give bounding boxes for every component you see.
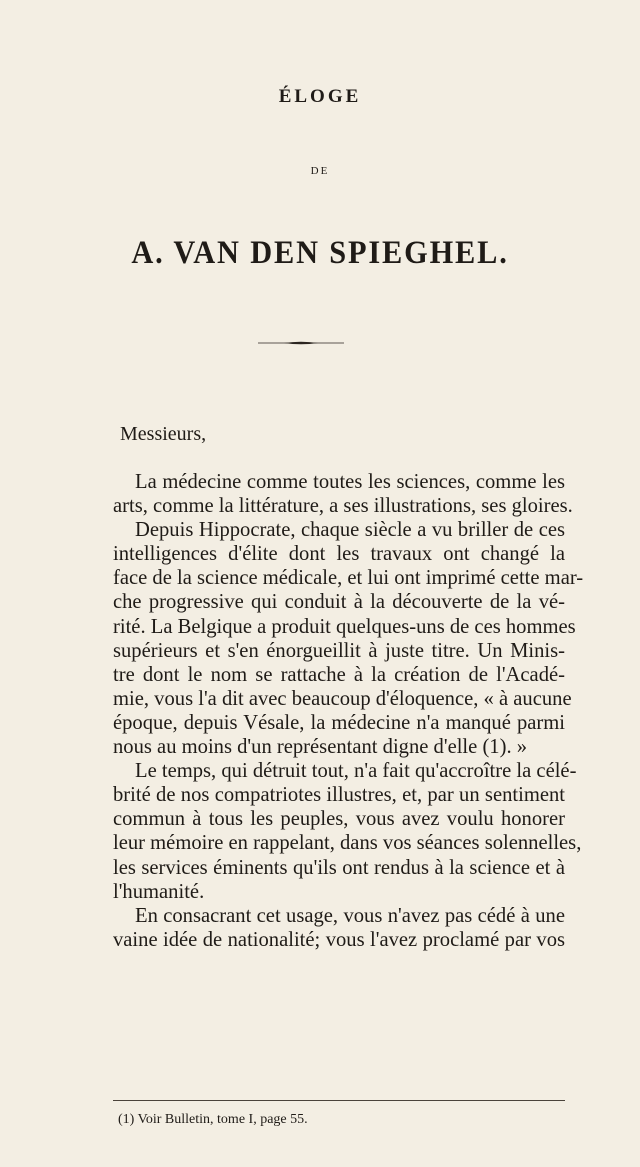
title-preposition: DE [310,165,330,177]
text-line: supérieurs et s'en énorgueillit à juste titre. Un Minis- [113,639,565,662]
text-line: mie, vous l'a dit avec beaucoup d'éloquence, « à aucune [113,687,572,710]
text-line: époque, depuis Vésale, la médecine n'a manqué parmi [113,711,565,734]
text-line: En consacrant cet usage, vous n'avez pas cédé à une [135,904,565,927]
text-line: La médecine comme toutes les sciences, comme les [135,471,565,493]
footnote: (1) Voir Bulletin, tome I, page 55. [118,1112,308,1127]
ornamental-rule [258,340,344,346]
text-line: tre dont le nom se rattache à la création de l'Acadé- [113,663,565,686]
salutation: Messieurs, [120,423,207,445]
text-line: vaine idée de nationalité; vous l'avez proclamé par vos [113,928,565,951]
body-text [113,470,584,952]
subject-name: A. VAN DEN SPIEGHEL. [131,235,509,271]
text-line: Depuis Hippocrate, chaque siècle a vu briller de ces [135,519,565,542]
text-line: les services éminents qu'ils ont rendus à la science et à [113,856,565,879]
text-line: Le temps, qui détruit tout, n'a fait qu'accroître la célé- [135,760,577,783]
text-line: brité de nos compatriotes illustres, et, par un sentiment [113,784,565,807]
text-line: intelligences d'élite dont les travaux ont changé la [113,543,565,566]
text-line: face de la science médicale, et lui ont imprimé cette mar- [113,567,584,590]
text-line: rité. La Belgique a produit quelques-uns de ces hommes [113,615,576,638]
text-line: arts, comme la littérature, a ses illustrations, ses gloires. [113,495,573,518]
text-line: che progressive qui conduit à la découverte de la vé- [113,591,565,614]
text-line: l'humanité. [113,880,205,903]
footnote-divider [113,1100,565,1101]
page-title: ÉLOGE [278,86,362,107]
text-line: nous au moins d'un représentant digne d'elle (1). » [113,736,528,759]
text-line: commun à tous les peuples, vous avez voulu honorer [113,808,565,831]
text-line: leur mémoire en rappelant, dans vos séances solennelles, [113,832,582,855]
